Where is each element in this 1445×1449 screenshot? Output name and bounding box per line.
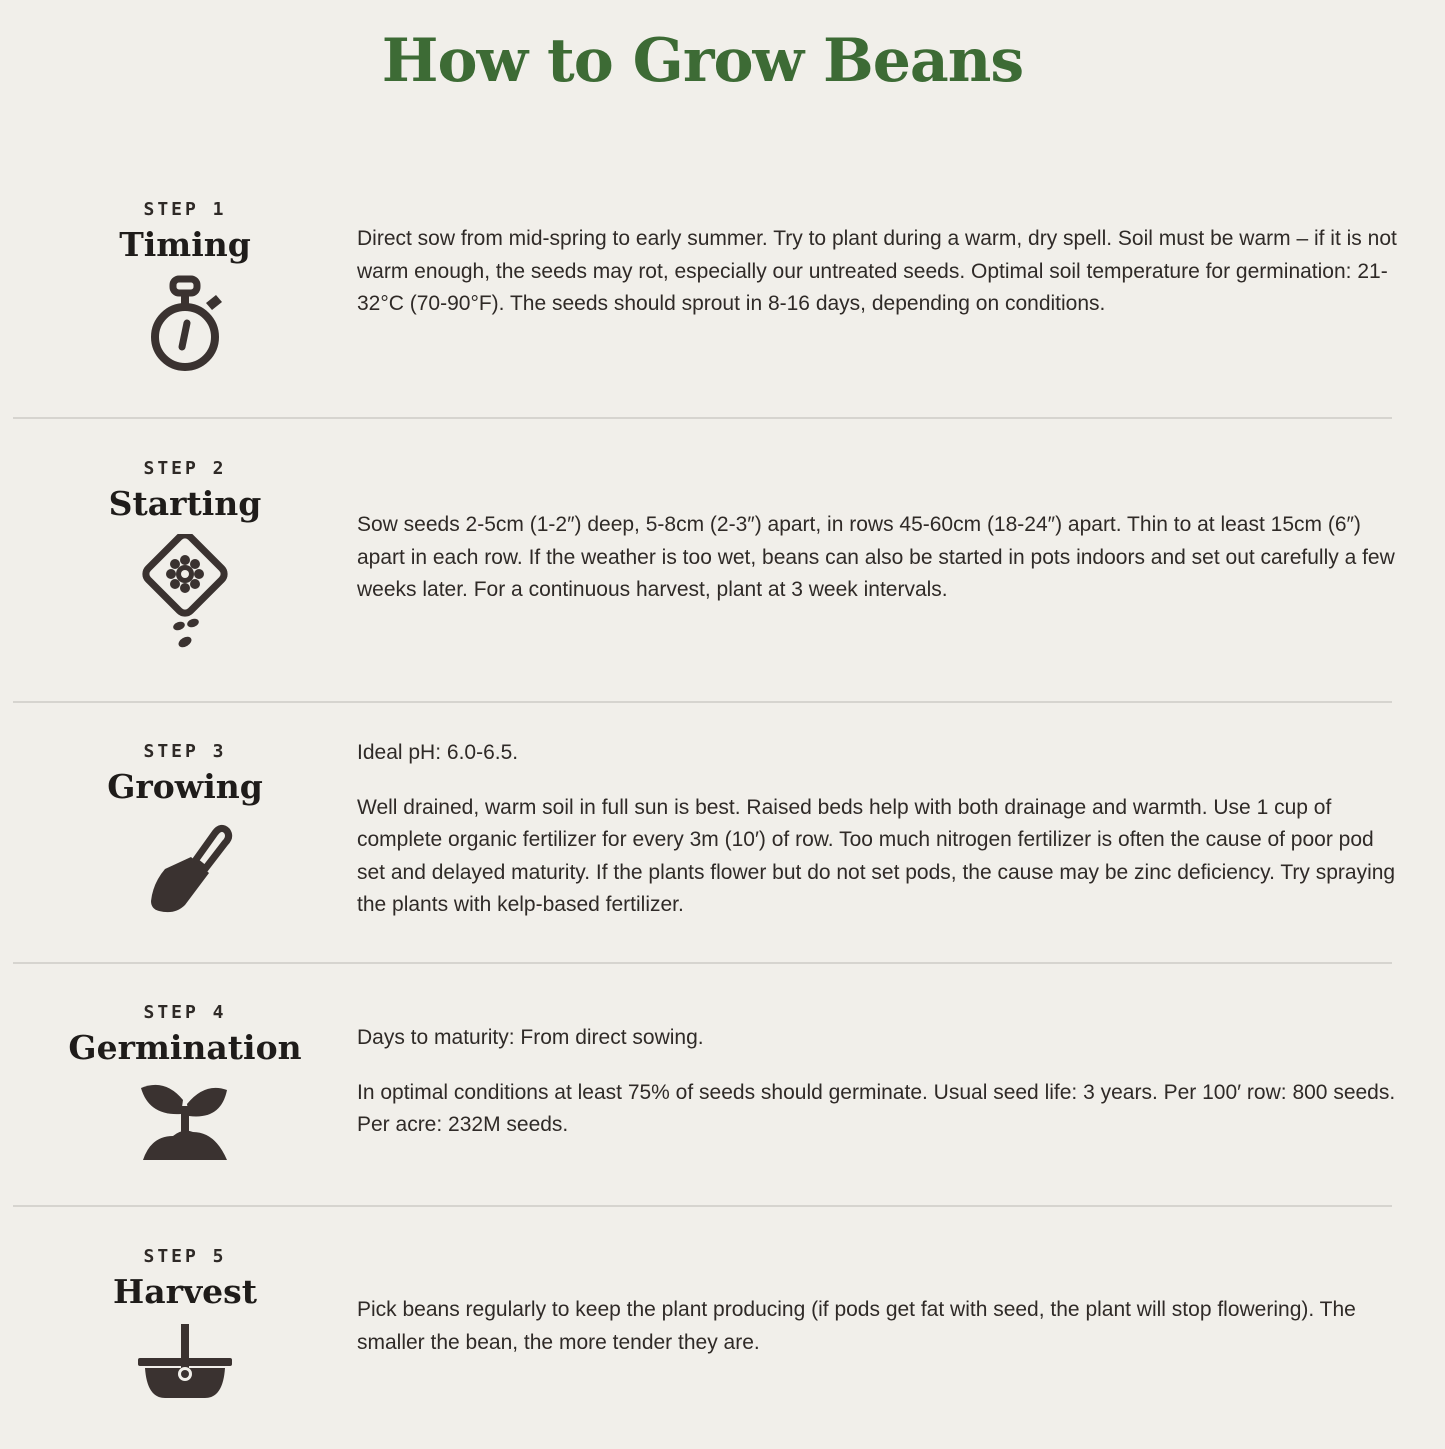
divider [13,417,1392,419]
step-name: Growing [107,767,263,806]
divider [13,962,1392,964]
step-name: Harvest [113,1272,257,1311]
step-label: STEP 5 [143,1246,227,1267]
step-label: STEP 2 [143,458,227,479]
step-paragraph: Well drained, warm soil in full sun is best. Raised beds help with both drainage and warmth. Use 1 cup of complete organic fertilizer for every 3m (10′) of row. Too much nitrogen fertilizer is often the cause of poor pod set and delayed maturity. If the plants flower but do not set pods, the cause may be zinc deficiency. Try spraying the plants with kelp-based fertilizer. [357,795,1396,916]
step-paragraph: Days to maturity: From direct sowing. [357,1026,704,1049]
divider [13,701,1392,703]
step-paragraph: In optimal conditions at least 75% of seeds should germinate. Usual seed life: 3 years. Per 100′ row: 800 seeds. Per acre: 232M seeds. [357,1080,1396,1136]
step-name: Germination [68,1028,302,1067]
basket-icon [135,1322,235,1402]
step-label: STEP 4 [143,1002,227,1023]
stopwatch-icon [140,275,230,375]
page-title: How to Grow Beans [381,26,1024,96]
sprout-icon [135,1078,235,1162]
step-name: Starting [108,484,262,523]
step-paragraph: Sow seeds 2-5cm (1-2″) deep, 5-8cm (2-3″) apart, in rows 45-60cm (18-24″) apart. Thin to at least 15cm (6″) apart in each row. If the weather is too wet, beans can also be started in pots indoors and set out carefully a few weeks later. For a continuous harvest, plant at 3 week intervals. [357,513,1395,601]
step-paragraph: Pick beans regularly to keep the plant producing (if pods get fat with seed, the plant will stop flowering). The smaller the bean, the more tender they are. [357,1298,1356,1354]
divider [13,1205,1392,1207]
trowel-icon [135,817,235,917]
step-name: Timing [119,225,251,264]
step-label: STEP 3 [143,741,227,762]
step-paragraph: Ideal pH: 6.0-6.5. [357,741,519,764]
step-paragraph: Direct sow from mid-spring to early summer. Try to plant during a warm, dry spell. Soil must be warm – if it is not warm enough, the seeds may rot, especially our untreated seeds. Optimal soil temperature for germination: 21-32°C (70-90°F). The seeds should sprout in 8-16 days, depending on conditions. [357,227,1397,315]
step-label: STEP 1 [143,199,227,220]
seed-packet-icon [135,534,235,654]
